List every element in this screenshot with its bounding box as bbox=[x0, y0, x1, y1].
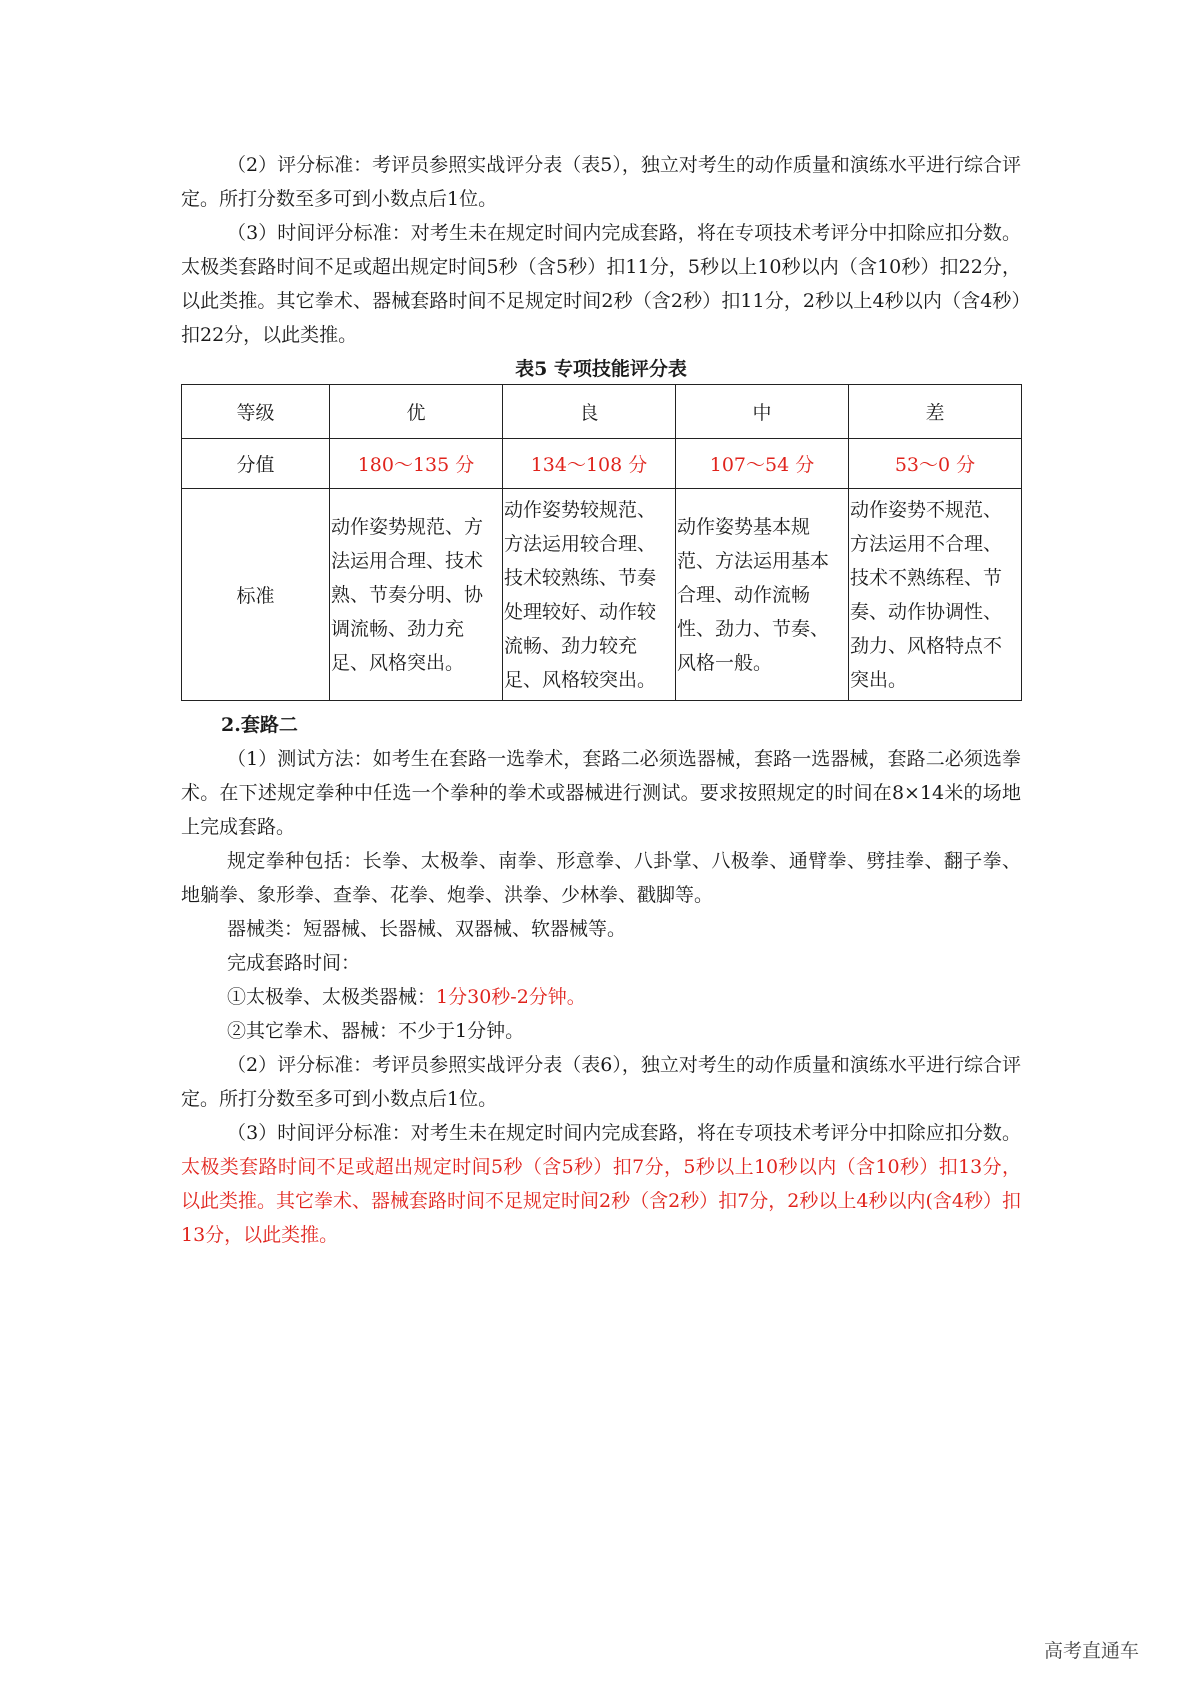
styles-paragraph: 规定拳种包括：长拳、太极拳、南拳、形意拳、八卦掌、八极拳、通臂拳、劈挂拳、翻子拳、地躺拳、象形拳、查拳、花拳、炮拳、洪拳、少林拳、戳脚等。 bbox=[181, 850, 1021, 906]
score-good: 134～108 分 bbox=[503, 439, 676, 489]
time-label: 完成套路时间： bbox=[227, 952, 361, 974]
time-scoring-intro: （3）时间评分标准：对考生未在规定时间内完成套路，将在专项技术考评分中扣除应扣分数。 bbox=[227, 1122, 1021, 1144]
score-poor: 53～0 分 bbox=[849, 439, 1022, 489]
time-item-taiji bbox=[181, 980, 1021, 1014]
grade-excellent: 优 bbox=[330, 385, 503, 439]
row-label-grade: 等级 bbox=[182, 385, 330, 439]
scoring-standard-paragraph: （2）评分标准：考评员参照实战评分表（表5），独立对考生的动作质量和演练水平进行综合评定。所打分数至多可到小数点后1位。 bbox=[181, 154, 1021, 210]
scoring-standard-paragraph-2: （2）评分标准：考评员参照实战评分表（表6），独立对考生的动作质量和演练水平进行综合评定。所打分数至多可到小数点后1位。 bbox=[181, 1054, 1021, 1110]
grade-good: 良 bbox=[503, 385, 676, 439]
footer-watermark: 高考直通车 bbox=[1043, 1640, 1139, 1662]
time-item-taiji-label: ①太极拳、太极类器械： bbox=[227, 986, 437, 1008]
standard-medium: 动作姿势基本规范、方法运用基本合理、动作流畅性、劲力、节奏、风格一般。 bbox=[676, 489, 849, 701]
table-row-standard bbox=[182, 489, 1022, 701]
section-heading: 2.套路二 bbox=[221, 714, 298, 736]
test-method-paragraph: （1）测试方法：如考生在套路一选拳术，套路二必须选器械，套路一选器械，套路二必须选拳术。在下述规定拳种中任选一个拳种的拳术或器械进行测试。要求按照规定的时间在8×14米的场地上完成套路。 bbox=[181, 748, 1021, 838]
standard-poor: 动作姿势不规范、方法运用不合理、技术不熟练程、节奏、动作协调性、劲力、风格特点不突出。 bbox=[849, 489, 1022, 701]
grade-medium: 中 bbox=[676, 385, 849, 439]
row-label-score: 分值 bbox=[182, 439, 330, 489]
grade-poor: 差 bbox=[849, 385, 1022, 439]
time-scoring-paragraph: （3）时间评分标准：对考生未在规定时间内完成套路，将在专项技术考评分中扣除应扣分数。太极类套路时间不足或超出规定时间5秒（含5秒）扣11分，5秒以上10秒以内（含10秒）扣22分，以此类推。其它拳术、器械套路时间不足规定时间2秒（含2秒）扣11分，2秒以上4秒以内（含4秒）扣22分，以此类推。 bbox=[181, 222, 1021, 346]
skill-score-table bbox=[181, 384, 1022, 701]
table-caption: 表5 专项技能评分表 bbox=[515, 358, 687, 380]
time-item-taiji-value: 1分30秒-2分钟。 bbox=[436, 986, 586, 1008]
score-medium: 107～54 分 bbox=[676, 439, 849, 489]
table-row-grade bbox=[182, 385, 1022, 439]
standard-good: 动作姿势较规范、方法运用较合理、技术较熟练、节奏处理较好、动作较流畅、劲力较充足、风格较突出。 bbox=[503, 489, 676, 701]
table-row-score bbox=[182, 439, 1022, 489]
score-excellent: 180～135 分 bbox=[330, 439, 503, 489]
standard-excellent: 动作姿势规范、方法运用合理、技术熟、节奏分明、协调流畅、劲力充足、风格突出。 bbox=[330, 489, 503, 701]
row-label-standard: 标准 bbox=[182, 489, 330, 701]
time-scoring-deductions: 太极类套路时间不足或超出规定时间5秒（含5秒）扣7分，5秒以上10秒以内（含10秒）扣13分，以此类推。其它拳术、器械套路时间不足规定时间2秒（含2秒）扣7分，2秒以上4秒以内(含4秒）扣13分，以此类推。 bbox=[181, 1156, 1021, 1246]
weapons-paragraph: 器械类：短器械、长器械、双器械、软器械等。 bbox=[227, 918, 627, 940]
time-item-other: ②其它拳术、器械：不少于1分钟。 bbox=[227, 1020, 525, 1042]
time-scoring-paragraph-2 bbox=[181, 1116, 1021, 1252]
